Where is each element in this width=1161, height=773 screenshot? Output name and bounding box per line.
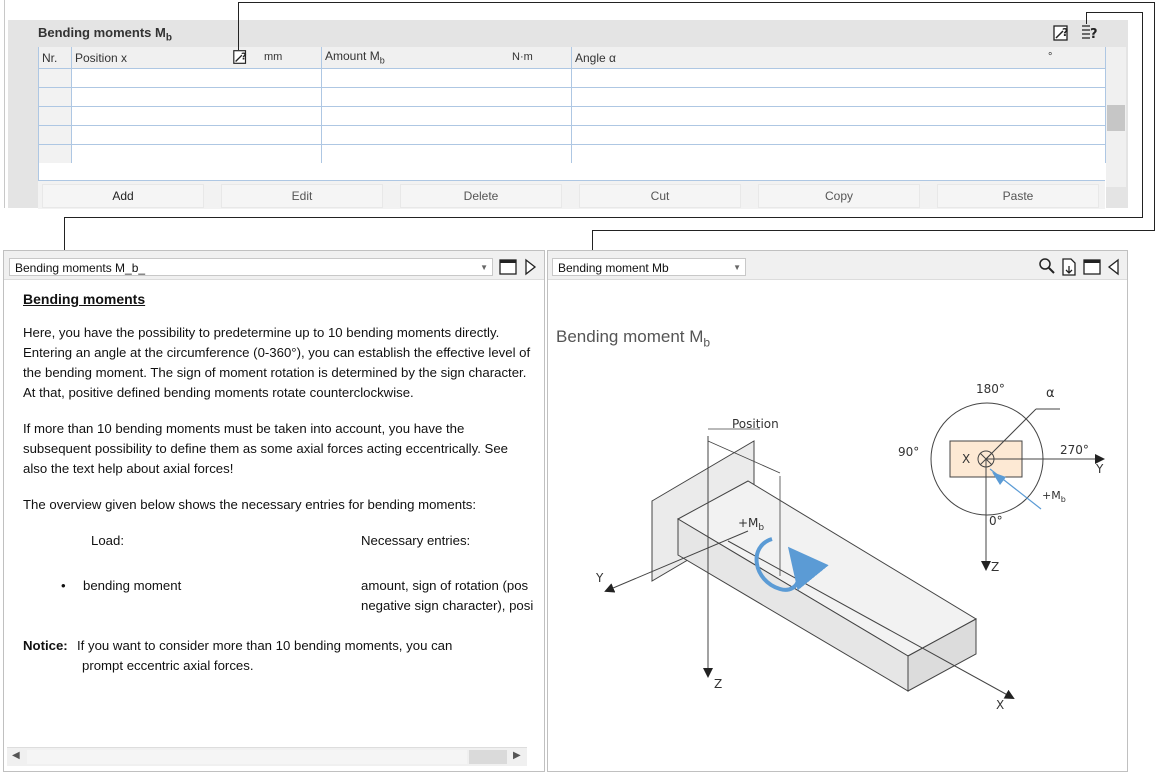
callout-line (64, 217, 1143, 218)
load-header: Load: (91, 533, 125, 548)
help-content (23, 289, 533, 676)
paste-button[interactable]: Paste (937, 184, 1099, 208)
svg-text:?: ? (241, 51, 247, 63)
table-row[interactable] (39, 69, 1106, 88)
bullet-entries: negative sign character), posi (361, 598, 534, 613)
scroll-right-icon[interactable]: ▶ (513, 750, 521, 761)
deg270-label: 270° (1060, 443, 1089, 457)
bullet-load: bending moment (83, 578, 182, 593)
deg180-label: 180° (976, 382, 1005, 396)
callout-line (1142, 12, 1143, 217)
callout-line (238, 2, 1154, 3)
table-vertical-scrollbar[interactable] (1106, 47, 1126, 187)
expand-right-icon[interactable] (522, 257, 538, 277)
scrollbar-thumb[interactable] (27, 750, 467, 764)
help-heading: Bending moments (23, 291, 146, 307)
cs-moment-label: $+M_b$ (1042, 489, 1066, 504)
table-button-row (38, 180, 1105, 209)
edit-help-icon[interactable] (1052, 23, 1072, 43)
bending-moment-diagram (548, 251, 1127, 771)
position-unit: mm (264, 51, 283, 63)
callout-line (592, 230, 1155, 231)
y-axis-label: Y (596, 571, 604, 585)
window-icon[interactable] (498, 257, 518, 277)
bullet-dot: • (61, 578, 66, 593)
column-header-amount: Amount $M_b$ N·m (322, 47, 572, 69)
alpha-label: α (1046, 386, 1055, 401)
scrollbar-thumb[interactable] (1107, 105, 1125, 131)
scroll-left-icon[interactable]: ◀ (12, 750, 20, 761)
column-header-nr: Nr. (39, 47, 72, 69)
chevron-down-icon: ▼ (733, 263, 741, 272)
notice-label: Notice: (23, 638, 68, 653)
bullet-entries: amount, sign of rotation (pos (361, 578, 529, 593)
help-horizontal-scrollbar[interactable] (7, 747, 527, 766)
table-row[interactable] (39, 107, 1106, 126)
graphic-dropdown[interactable]: Bending moment Mb ▼ (552, 258, 746, 276)
section-title: Bending moments $M_b$ (38, 25, 172, 44)
table-row[interactable] (39, 126, 1106, 145)
help-paragraph: If more than 10 bending moments must be taken into account, you have the subsequent possibility to define them as some axial forces acting eccentrically. See also the text help about axial forces! (23, 421, 509, 476)
notice-text: If you want to consider more than 10 bending moments, you can (77, 638, 453, 653)
entries-header: Necessary entries: (361, 533, 471, 548)
table-row[interactable] (39, 88, 1106, 107)
left-divider (4, 0, 5, 208)
help-paragraph: Here, you have the possibility to predetermine up to 10 bending moments directly. Entering an angle at the circumference (0-360°), you can establish the effective level of the bending moment. The sign of moment rotation is determined by the sign character. At that, positive defined bending moments rotate counterclockwise. (23, 325, 531, 400)
chevron-down-icon: ▼ (480, 263, 488, 272)
delete-button[interactable]: Delete (400, 184, 562, 208)
amount-unit: N·m (512, 51, 533, 63)
add-button[interactable]: Add (42, 184, 204, 208)
help-topic-dropdown[interactable]: Bending moments M_b_ ▼ (9, 258, 493, 276)
help-toolbar (4, 251, 544, 280)
cs-y-label: Y (1096, 462, 1104, 476)
cs-x-label: X (962, 452, 971, 466)
moment-label: $+M_b$ (738, 516, 765, 533)
callout-line (1086, 12, 1087, 24)
callout-line (1086, 12, 1143, 13)
angle-unit: ° (1048, 51, 1053, 63)
callout-line (1154, 2, 1155, 230)
notice-text: prompt eccentric axial forces. (82, 658, 254, 673)
position-label: Position (732, 417, 779, 431)
cut-button[interactable]: Cut (579, 184, 741, 208)
help-text-panel (3, 250, 545, 772)
column-header-angle: Angle α ° (572, 47, 1106, 69)
deg90-label: 90° (898, 445, 920, 459)
deg0-label: 0° (989, 514, 1003, 528)
callout-line (238, 2, 239, 50)
table-row[interactable] (39, 145, 1106, 164)
column-header-position: Position x ? mm (72, 47, 322, 69)
bending-moments-table-panel (8, 20, 1128, 208)
graphic-panel (547, 250, 1128, 772)
z-axis-label: Z (714, 677, 723, 691)
cs-z-label: Z (991, 560, 1000, 574)
svg-text:?: ? (1090, 27, 1098, 42)
scrollbar-track-end (469, 750, 507, 764)
edit-help-icon[interactable] (232, 48, 250, 66)
x-axis-label: X (996, 698, 1005, 712)
diagram-title: Bending moment $M_b$ (556, 327, 711, 350)
text-help-icon[interactable] (1080, 23, 1100, 43)
help-paragraph: The overview given below shows the necessary entries for bending moments: (23, 497, 476, 512)
svg-text:?: ? (1062, 26, 1069, 39)
copy-button[interactable]: Copy (758, 184, 920, 208)
edit-button[interactable]: Edit (221, 184, 383, 208)
